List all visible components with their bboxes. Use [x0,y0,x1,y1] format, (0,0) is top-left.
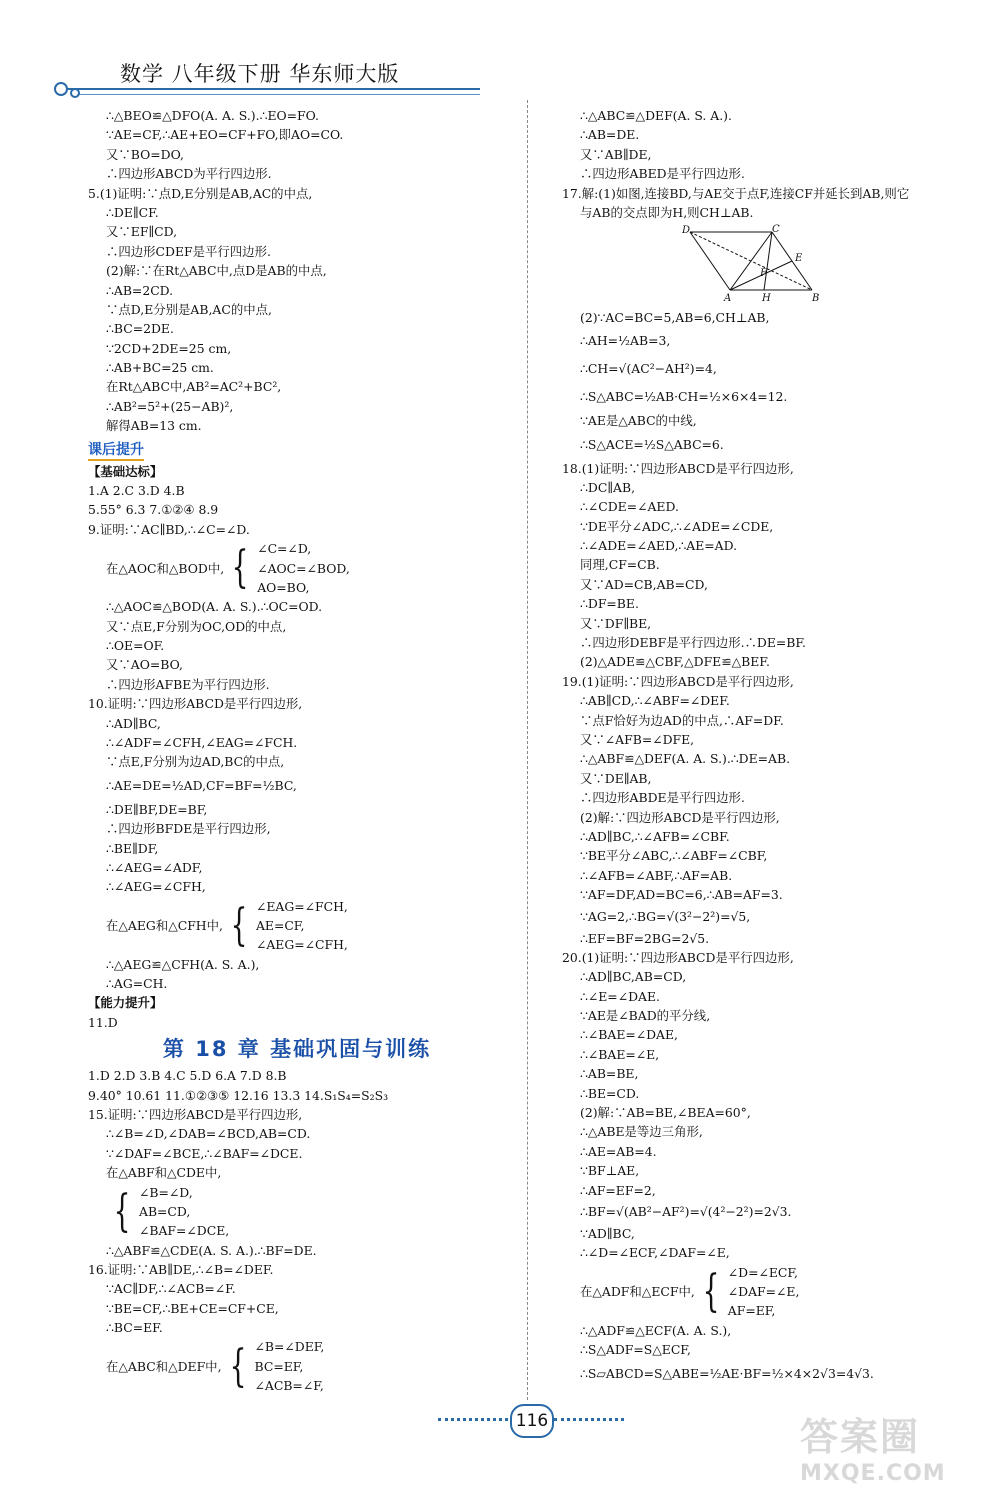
text-line: 17.解:(1)如图,连接BD,与AE交于点F,连接CF并延长到AB,则它 [562,185,910,201]
brace-icon: { [702,1265,720,1317]
text-line: ∴AB²=5²+(25−AB)², [106,398,234,414]
header-circle-icon [54,82,68,96]
text-line: ∴∠BAE=∠E, [580,1046,660,1062]
text-line: ∵点E,F分别为边AD,BC的中点, [106,754,285,770]
answer-line: 1.D 2.D 3.B 4.C 5.D 6.A 7.D 8.B [88,1068,287,1084]
label-d: D [682,225,691,237]
text-line: ∴△BEO≌△DFO(A. A. S.).∴EO=FO. [106,108,319,123]
text-line: 又∵AD=CB,AB=CD, [580,576,708,592]
text-line: ∵AE是△ABC的中线, [580,413,697,429]
text-line: ∴四边形BFDE是平行四边形, [106,821,271,837]
page-header [60,58,480,104]
congruence-conditions [88,1338,506,1396]
text-line: 又∵BO=DO, [106,146,184,162]
text-line: ∠C=∠D, [257,541,312,557]
text-line: 在△ADF和△ECF中, [580,1284,695,1300]
text-line: AB=CD, [139,1203,191,1219]
text-line: ∴AB∥CD,∴∠ABF=∠DEF. [580,693,730,709]
edge-ad [690,232,730,290]
text-line: ∴△ADF≌△ECF(A. A. S.), [580,1322,732,1338]
text-line: ∴DF=BE. [580,596,639,612]
text-line: ∠EAG=∠FCH, [255,898,348,914]
text-line: ∴CH=√(AC²−AH²)=4, [580,361,717,377]
text-line: ∴BC=2DE. [106,321,174,337]
text-line: AF=EF, [727,1303,776,1319]
text-line: 在△AOC和△BOD中, [106,560,225,576]
congruence-conditions [88,897,506,955]
label-b: B [812,293,820,303]
text-line: 又∵DE∥AB, [580,770,652,786]
text-line: ∴四边形ABED是平行四边形. [580,166,745,182]
text-line: ∴BC=EF. [106,1320,163,1336]
text-line: ∴AB=2CD. [106,282,174,298]
text-line: ∠D=∠ECF, [727,1264,798,1280]
text-line: ∵BE平分∠ABC,∴∠ABF=∠CBF, [580,848,768,864]
parallelogram-figure [682,224,822,302]
text-line: AO=BO, [257,579,310,595]
text-line: ∴AF=EF=2, [580,1182,656,1198]
header-title: 数学 八年级下册 华东师大版 [120,62,400,86]
header-rule-thin [74,94,480,95]
text-line: 9.证明:∵AC∥BD,∴∠C=∠D. [88,521,250,537]
text-line: ∴四边形AFBE为平行四边形. [106,676,270,692]
text-line: ∴BF=√(AB²−AF²)=√(4²−2²)=2√3. [580,1203,792,1219]
text-line: 解得AB=13 cm. [106,418,202,434]
text-line: ∴AB=DE. [580,127,640,143]
text-line: ∴△ABF≌△CDE(A. S. A.).∴BF=DE. [106,1242,317,1258]
header-circle-small-icon [70,88,80,98]
text-line: 10.证明:∵四边形ABCD是平行四边形, [88,696,303,712]
text-line: ∴四边形ABCD为平行四边形. [106,166,272,182]
text-line: 又∵AB∥DE, [580,146,652,162]
text-line: ∵DE平分∠ADC,∴∠ADE=∠CDE, [580,518,774,534]
right-column [562,106,972,1388]
text-line: 又∵∠AFB=∠DFE, [580,732,695,747]
text-line: ∴EF=BF=2BG=2√5. [580,930,710,946]
text-line: ∠DAF=∠E, [727,1284,800,1300]
text-line: (2)∵AC=BC=5,AB=6,CH⊥AB, [580,309,770,325]
text-line: 18.(1)证明:∵四边形ABCD是平行四边形, [562,460,794,476]
text-line: ∴S△ACE=½S△ABC=6. [580,436,724,452]
chapter-title: 第 18 章 基础巩固与训练 [162,1037,432,1062]
text-line: 在△ABC和△DEF中, [106,1358,222,1374]
label-c: C [772,224,780,236]
watermark [800,1406,990,1486]
text-line: ∴S▱ABCD=S△ABE=½AE·BF=½×4×2√3=4√3. [580,1365,874,1381]
text-line: ∴AG=CH. [106,976,168,992]
text-line: ∴∠ADF=∠CFH,∠EAG=∠FCH. [106,734,298,750]
text-line: ∴S△ADF=S△ECF, [580,1342,691,1358]
text-line: 在△AEG和△CFH中, [106,917,223,933]
brace-icon: { [231,542,249,594]
label-a: A [724,293,732,303]
text-line: ∴AH=½AB=3, [580,333,671,349]
text-line: 5.(1)证明:∵点D,E分别是AB,AC的中点, [88,185,313,201]
text-line: (2)解:∵在Rt△ABC中,点D是AB的中点, [106,263,327,279]
text-line: ∴DC∥AB, [580,479,636,495]
text-line: ∵AG=2,∴BG=√(3²−2²)=√5, [580,908,751,924]
text-line: ∴AE=DE=½AD,CF=BF=½BC, [106,777,297,793]
answer-line: 1.A 2.C 3.D 4.B [88,483,185,499]
text-line: ∴AD∥BC, [106,715,161,731]
text-line: 在△ABF和△CDE中, [106,1165,222,1181]
congruence-conditions [88,1183,506,1241]
label-f: F [760,268,767,280]
section-title: 课后提升 [88,441,144,461]
text-line: BC=EF, [254,1358,304,1374]
text-line: 又∵DF∥BE, [580,615,652,631]
text-line: (2)△ADE≌△CBF,△DFE≌△BEF. [580,654,770,670]
text-line: 15.证明:∵四边形ABCD是平行四边形, [88,1107,303,1123]
text-line: ∴∠CDE=∠AED. [580,499,679,515]
brace-icon: { [229,1340,246,1392]
answer-line: 5.55° 6.3 7.①②④ 8.9 [88,502,219,518]
text-line: ∴△ABF≌△DEF(A. A. S.).∴DE=AB. [580,751,791,767]
text-line: ∴BE=CD. [580,1085,640,1101]
text-line: ∴∠BAE=∠DAE, [580,1027,678,1043]
text-line: ∴AB=BE, [580,1066,639,1082]
text-line: 又∵EF∥CD, [106,224,178,240]
text-line: 在Rt△ABC中,AB²=AC²+BC², [106,379,282,395]
text-line: ∴四边形ABDE是平行四边形. [580,790,745,806]
text-line: ∴∠E=∠DAE. [580,988,660,1004]
text-line: ∵AE是∠BAD的平分线, [580,1008,711,1024]
watermark-logo-text: 答案圈 [800,1415,921,1459]
text-line: (2)解:∵AB=BE,∠BEA=60°, [580,1105,751,1121]
text-line: ∴S△ABC=½AB·CH=½×6×4=12. [580,389,788,405]
brace-icon: { [230,899,248,951]
text-line: ∴DE∥CF. [106,204,159,220]
subsection-title: 【基础达标】 [88,463,163,479]
text-line: ∴四边形DEBF是平行四边形.∴DE=BF. [580,635,806,651]
page-number: 116 [510,1404,554,1438]
text-line: ∵点D,E分别是AB,AC的中点, [106,301,272,317]
text-line: ∴△ABE是等边三角形, [580,1124,703,1140]
text-line: ∴△AEG≌△CFH(A. S. A.), [106,956,260,972]
text-line: 又∵点E,F分别为OC,OD的中点, [106,618,287,634]
text-line: ∴AB+BC=25 cm. [106,360,214,376]
congruence-conditions [562,1263,972,1321]
page-footer [438,1404,618,1438]
text-line: ∠AEG=∠CFH, [255,937,348,953]
segment-bd [690,232,812,290]
text-line: ∵AC∥DF,∴∠ACB=∠F. [106,1281,236,1297]
text-line: ∴∠B=∠D,∠DAB=∠BCD,AB=CD. [106,1126,311,1142]
watermark-url: MXQE.COM [800,1461,946,1486]
text-line: ∵AF=DF,AD=BC=6,∴AB=AF=3. [580,887,783,903]
text-line: ∴∠AEG=∠ADF, [106,859,203,875]
text-line: ∵BE=CF,∴BE+CE=CF+CE, [106,1300,279,1316]
text-line: 20.(1)证明:∵四边形ABCD是平行四边形, [562,949,794,965]
text-line: ∵点F恰好为边AD的中点,∴AF=DF. [580,712,784,728]
text-line: AE=CF, [255,917,305,933]
text-line: ∵∠DAF=∠BCE,∴∠BAF=∠DCE. [106,1145,303,1161]
footer-dots-left [438,1418,508,1421]
text-line: ∴四边形CDEF是平行四边形. [106,243,271,259]
text-line: ∴∠AEG=∠CFH, [106,879,206,895]
footer-dots-right [554,1418,624,1421]
label-e: E [795,253,803,265]
text-line: ∴AE=AB=4. [580,1143,657,1159]
text-line: 又∵AO=BO, [106,657,183,673]
brace-icon: { [113,1185,131,1237]
text-line: 与AB的交点即为H,则CH⊥AB. [580,204,754,220]
text-line: ∴BE∥DF, [106,840,159,856]
text-line: ∴AD∥BC,∴∠AFB=∠CBF. [580,828,730,844]
text-line: ∴∠D=∠ECF,∠DAF=∠E, [580,1245,730,1261]
text-line: ∵AE=CF,∴AE+EO=CF+FO,即AO=CO. [106,127,344,143]
text-line: ∵2CD+2DE=25 cm, [106,340,232,356]
congruence-conditions [88,539,506,597]
left-column [88,106,506,1396]
label-h: H [762,293,771,303]
text-line: ∠AOC=∠BOD, [257,560,350,576]
text-line: ∠BAF=∠DCE, [139,1223,230,1239]
answer-line: 11.D [88,1014,118,1030]
text-line: ∴DE∥BF,DE=BF, [106,801,208,817]
text-line: ∴AD∥BC,AB=CD, [580,969,687,985]
header-rule [60,88,480,90]
text-line: ∴△ABC≌△DEF(A. S. A.). [580,108,732,123]
text-line: ∠B=∠DEF, [254,1339,325,1355]
text-line: ∠B=∠D, [139,1184,193,1200]
text-line: ∴△AOC≌△BOD(A. A. S.).∴OC=OD. [106,599,323,615]
subsection-title: 【能力提升】 [88,995,163,1011]
text-line: ∵AD∥BC, [580,1225,635,1241]
text-line: 同理,CF=CB. [580,557,660,573]
text-line: ∵BF⊥AE, [580,1163,640,1179]
text-line: ∴∠ADE=∠AED,∴AE=AD. [580,538,738,554]
text-line: ∠ACB=∠F, [254,1378,324,1394]
answer-line: 9.40° 10.61 11.①②③⑤ 12.16 13.3 14.S₁S₄=S₂S₃ [88,1087,389,1103]
text-line: (2)解:∵四边形ABCD是平行四边形, [580,809,780,825]
column-divider [527,100,528,1400]
text-line: ∴OE=OF. [106,637,165,653]
text-line: ∴∠AFB=∠ABF,∴AF=AB. [580,867,733,883]
text-line: 19.(1)证明:∵四边形ABCD是平行四边形, [562,673,794,689]
text-line: 16.证明:∵AB∥DE,∴∠B=∠DEF. [88,1261,274,1277]
